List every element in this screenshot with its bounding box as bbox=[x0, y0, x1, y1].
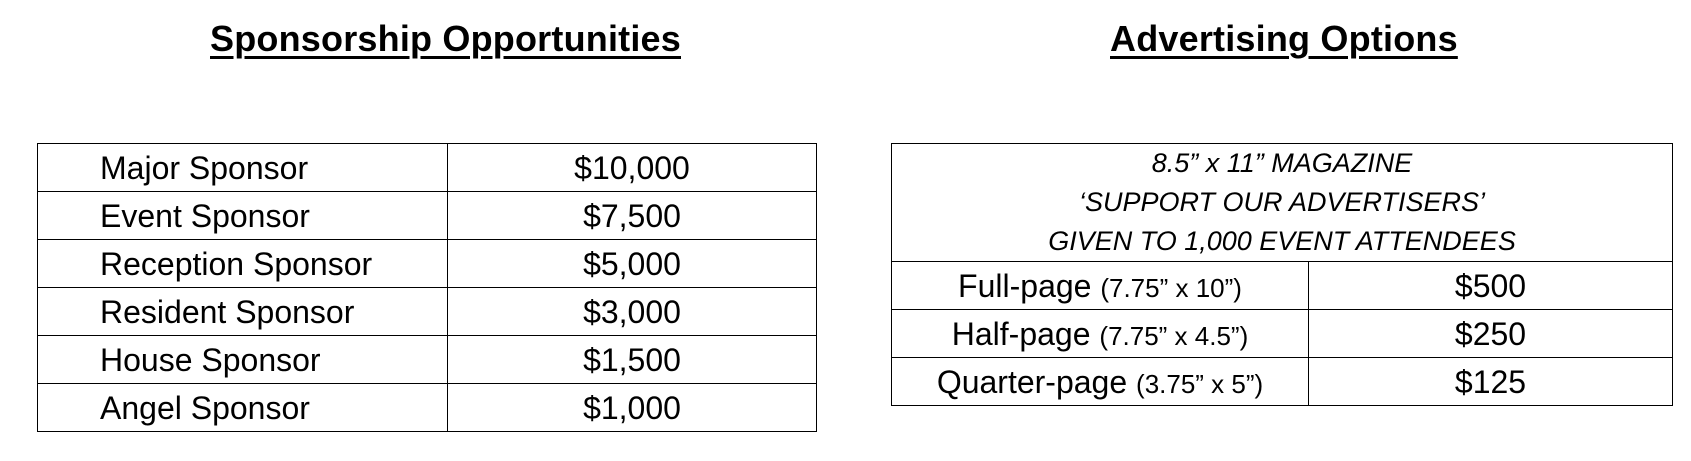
sponsor-name: Resident Sponsor bbox=[38, 288, 448, 336]
sponsorship-heading: Sponsorship Opportunities bbox=[210, 18, 681, 59]
magazine-title-line: ‘SUPPORT OUR ADVERTISERS’ bbox=[1078, 187, 1486, 217]
ad-size-cell bbox=[892, 262, 1309, 310]
sponsor-price: $3,000 bbox=[448, 288, 817, 336]
magazine-description bbox=[892, 144, 1673, 262]
sponsor-name: Major Sponsor bbox=[38, 144, 448, 192]
magazine-distribution-line: GIVEN TO 1,000 EVENT ATTENDEES bbox=[1048, 226, 1516, 256]
sponsor-name: Event Sponsor bbox=[38, 192, 448, 240]
ad-size-name: Quarter-page bbox=[936, 363, 1128, 400]
sponsor-price: $7,500 bbox=[448, 192, 817, 240]
ad-price: $500 bbox=[1309, 262, 1673, 310]
advertising-header-row bbox=[892, 144, 1673, 262]
ad-price: $125 bbox=[1309, 358, 1673, 406]
ad-size-cell bbox=[892, 310, 1309, 358]
table-row bbox=[38, 288, 817, 336]
advertising-heading: Advertising Options bbox=[1110, 18, 1458, 59]
table-row bbox=[892, 310, 1673, 358]
sponsorship-table bbox=[37, 143, 817, 432]
table-row bbox=[38, 240, 817, 288]
magazine-size-line: 8.5” x 11” MAGAZINE bbox=[1151, 148, 1413, 178]
table-row bbox=[38, 336, 817, 384]
sponsor-price: $10,000 bbox=[448, 144, 817, 192]
sponsor-price: $1,500 bbox=[448, 336, 817, 384]
sponsor-name: Reception Sponsor bbox=[38, 240, 448, 288]
ad-price: $250 bbox=[1309, 310, 1673, 358]
sponsor-name: Angel Sponsor bbox=[38, 384, 448, 432]
sponsor-name: House Sponsor bbox=[38, 336, 448, 384]
table-row bbox=[38, 384, 817, 432]
table-row bbox=[892, 262, 1673, 310]
ad-size-name: Half-page bbox=[951, 315, 1091, 352]
ad-dimensions: (7.75” x 10”) bbox=[1100, 272, 1242, 303]
table-row bbox=[38, 192, 817, 240]
sponsor-price: $1,000 bbox=[448, 384, 817, 432]
table-row bbox=[892, 358, 1673, 406]
table-row bbox=[38, 144, 817, 192]
sponsor-price: $5,000 bbox=[448, 240, 817, 288]
ad-size-cell bbox=[892, 358, 1309, 406]
ad-dimensions: (7.75” x 4.5”) bbox=[1099, 320, 1249, 351]
advertising-table bbox=[891, 143, 1673, 406]
ad-dimensions: (3.75” x 5”) bbox=[1136, 368, 1264, 399]
ad-size-name: Full-page bbox=[958, 267, 1092, 304]
